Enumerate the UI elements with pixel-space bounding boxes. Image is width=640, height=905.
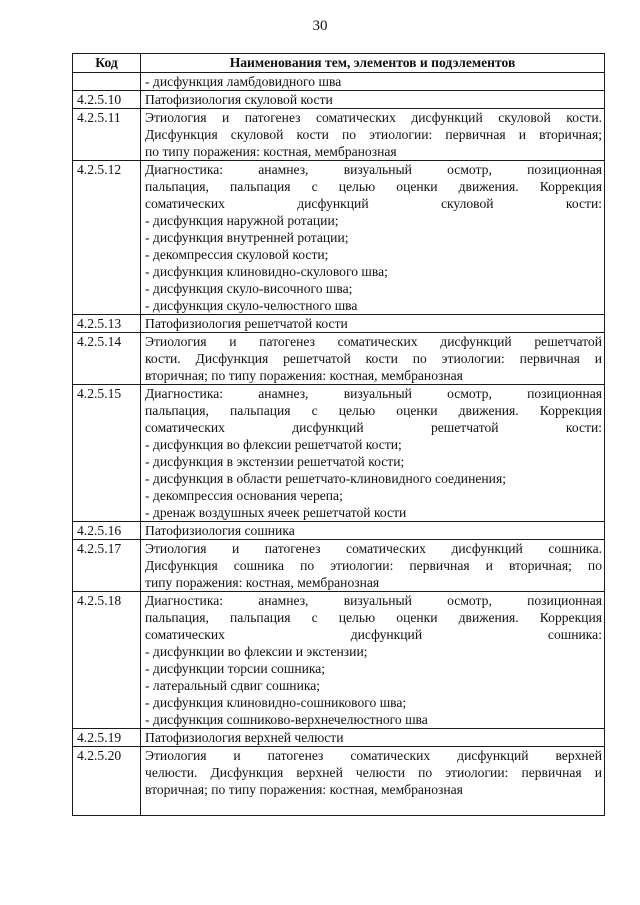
table-body <box>73 73 605 816</box>
table-row <box>73 385 605 522</box>
row-code: 4.2.5.20 <box>73 747 141 816</box>
table-row <box>73 315 605 333</box>
row-name <box>141 385 605 522</box>
row-code: 4.2.5.18 <box>73 592 141 729</box>
row-name <box>141 592 605 729</box>
row-text-line: кости. Дисфункция решетчатой кости по этиологии: первичная и <box>145 351 602 366</box>
row-text-line: - декомпрессия скуловой кости; <box>145 247 329 262</box>
row-text-line: - дисфункция скуло-височного шва; <box>145 281 353 296</box>
row-text-line: Патофизиология решетчатой кости <box>145 316 348 331</box>
row-text-line: - дисфункции во флексии и экстензии; <box>145 644 368 659</box>
row-name <box>141 91 605 109</box>
row-text-line: - дисфункция скуло-челюстного шва <box>145 298 358 313</box>
table-row <box>73 729 605 747</box>
page-number: 30 <box>312 18 328 34</box>
header-name: Наименования тем, элементов и подэлементов <box>141 54 605 73</box>
row-code: 4.2.5.17 <box>73 540 141 592</box>
row-name <box>141 161 605 315</box>
row-code: 4.2.5.19 <box>73 729 141 747</box>
row-text-line: Дисфункция сошника по этиологии: первичная и вторичная; по <box>145 558 602 573</box>
table-row <box>73 333 605 385</box>
row-text-line: - дисфункция клиновидно-сошникового шва; <box>145 695 407 710</box>
row-code: 4.2.5.12 <box>73 161 141 315</box>
row-code <box>73 73 141 91</box>
row-text-line: по типу поражения: костная, мембранозная <box>145 144 397 159</box>
row-text-line: Этиология и патогенез соматических дисфункций решетчатой <box>145 334 602 349</box>
row-code: 4.2.5.14 <box>73 333 141 385</box>
table-row <box>73 540 605 592</box>
row-text-line: - дисфункция сошниково-верхнечелюстного шва <box>145 712 428 727</box>
table-row <box>73 592 605 729</box>
row-code: 4.2.5.13 <box>73 315 141 333</box>
row-name <box>141 333 605 385</box>
table-row <box>73 747 605 816</box>
row-text-line: пальпация, пальпация с целью оценки движения. Коррекция <box>145 403 602 418</box>
row-text-line: Дисфункция скуловой кости по этиологии: первичная и вторичная; <box>145 127 602 142</box>
row-text-line: Диагностика: анамнез, визуальный осмотр, позиционная <box>145 593 602 608</box>
row-text-line: Этиология и патогенез соматических дисфункций верхней <box>145 748 602 763</box>
row-name <box>141 315 605 333</box>
row-text-line: - декомпрессия основания черепа; <box>145 488 343 503</box>
row-text-line: - дисфункция клиновидно-скулового шва; <box>145 264 388 279</box>
row-code: 4.2.5.10 <box>73 91 141 109</box>
row-name <box>141 729 605 747</box>
row-name <box>141 540 605 592</box>
row-text-line: Патофизиология скуловой кости <box>145 92 333 107</box>
row-text-line: - дисфункция ламбдовидного шва <box>145 74 342 89</box>
row-text-line: - дисфункции торсии сошника; <box>145 661 326 676</box>
table-row <box>73 91 605 109</box>
row-text-line: соматических дисфункций решетчатой кости: <box>145 420 602 435</box>
row-text-line: - латеральный сдвиг сошника; <box>145 678 321 693</box>
row-text-line: соматических дисфункций скуловой кости: <box>145 196 602 211</box>
row-text-line: - дренаж воздушных ячеек решетчатой кости <box>145 505 407 520</box>
row-text-line: вторичная; по типу поражения: костная, мембранозная <box>145 782 463 797</box>
row-text-line: - дисфункция наружной ротации; <box>145 213 339 228</box>
row-name <box>141 73 605 91</box>
row-text-line: пальпация, пальпация с целью оценки движения. Коррекция <box>145 179 602 194</box>
row-text-line: типу поражения: костная, мембранозная <box>145 575 380 590</box>
row-code: 4.2.5.15 <box>73 385 141 522</box>
row-text-line: Патофизиология сошника <box>145 523 295 538</box>
row-text-line: - дисфункция в области решетчато-клиновидного соединения; <box>145 471 506 486</box>
table-row <box>73 109 605 161</box>
row-text-line: - дисфункция в экстензии решетчатой кости; <box>145 454 405 469</box>
row-text-line: соматических дисфункций сошника: <box>145 627 602 642</box>
row-name <box>141 522 605 540</box>
table-row <box>73 73 605 91</box>
row-text-line: - дисфункция внутренней ротации; <box>145 230 349 245</box>
row-text-line: Диагностика: анамнез, визуальный осмотр, позиционная <box>145 162 602 177</box>
row-text-line: Патофизиология верхней челюсти <box>145 730 344 745</box>
row-code: 4.2.5.16 <box>73 522 141 540</box>
row-name <box>141 747 605 816</box>
row-text-line: Этиология и патогенез соматических дисфункций сошника. <box>145 541 602 556</box>
row-text-line: Этиология и патогенез соматических дисфункций скуловой кости. <box>145 110 602 125</box>
table-header-row <box>73 54 605 73</box>
header-code: Код <box>73 54 141 73</box>
row-text-line: - дисфункция во флексии решетчатой кости; <box>145 437 402 452</box>
row-text-line: челюсти. Дисфункция верхней челюсти по этиологии: первичная и <box>145 765 602 780</box>
row-text-line: вторичная; по типу поражения: костная, мембранозная <box>145 368 463 383</box>
row-text-line: пальпация, пальпация с целью оценки движения. Коррекция <box>145 610 602 625</box>
row-text-line: Диагностика: анамнез, визуальный осмотр, позиционная <box>145 386 602 401</box>
table-row <box>73 161 605 315</box>
table-row <box>73 522 605 540</box>
topics-table <box>72 53 605 816</box>
row-name <box>141 109 605 161</box>
row-code: 4.2.5.11 <box>73 109 141 161</box>
